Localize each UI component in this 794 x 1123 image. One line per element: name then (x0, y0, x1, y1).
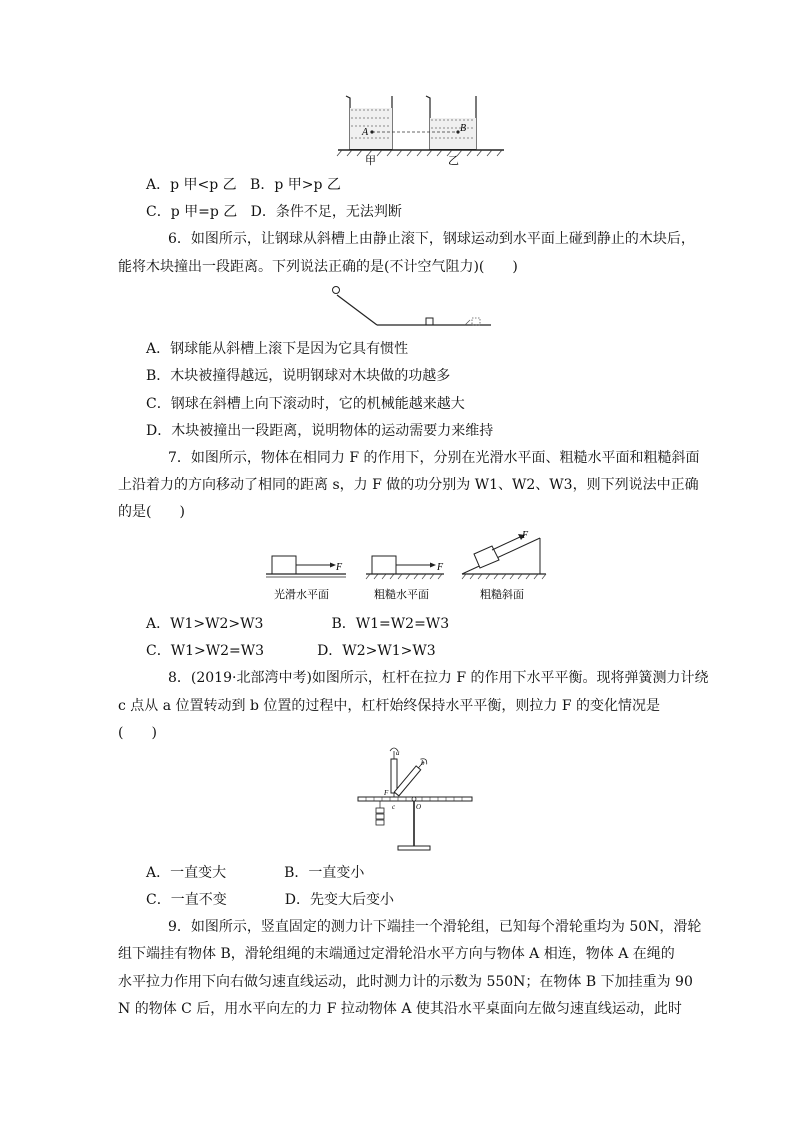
q6-option-c: C．钢球在斜槽上向下滚动时，它的机械能越来越大 (146, 396, 465, 412)
beakers-figure (336, 92, 506, 168)
label-smooth: 光滑水平面 (274, 588, 329, 601)
q7-option-c: C．W1>W2=W3 (146, 643, 265, 659)
q5-options-row2 (146, 203, 402, 221)
lever-label-f: F (384, 789, 389, 797)
q6-stem-line1: 6．如图所示，让钢球从斜槽上由静止滚下，钢球运动到水平面上碰到静止的木块后， (168, 231, 695, 247)
q5-option-a: A．p 甲<p 乙 (146, 177, 237, 193)
label-rough: 粗糙水平面 (374, 588, 429, 601)
q8-stem-line1: 8．(2019·北部湾中考)如图所示，杠杆在拉力 F 的作用下水平平衡。现将弹簧测力计绕 (168, 670, 709, 686)
lever-label-b: b (421, 759, 425, 767)
q5-option-b: B．p 甲>p 乙 (250, 177, 341, 193)
q8-stem-line2: c 点从 a 位置转动到 b 位置的过程中，杠杆始终保持水平平衡，则拉力 F 的变化情况是 (118, 698, 661, 714)
point-b-label: B (460, 123, 467, 134)
force-label-2: F (437, 562, 444, 573)
lever-figure (352, 745, 478, 855)
q7-options-row2 (146, 642, 436, 660)
q6-option-a: A．钢球能从斜槽上滚下是因为它具有惯性 (146, 341, 409, 357)
q5-options-row1 (146, 176, 341, 194)
q7-stem-line1: 7．如图所示，物体在相同力 F 的作用下，分别在光滑水平面、粗糙水平面和粗糙斜面 (168, 450, 700, 466)
lever-label-a: a (396, 749, 400, 757)
lever-label-o: O (416, 803, 422, 811)
label-yi: 乙 (448, 154, 459, 167)
q9-stem-line1: 9．如图所示，竖直固定的测力计下端挂一个滑轮组，已知每个滑轮重均为 50N，滑轮 (168, 919, 702, 935)
q5-option-d: D．条件不足，无法判断 (250, 204, 402, 220)
q6-stem-line2: 能将木块撞出一段距离。下列说法正确的是(不计空气阻力)( ) (118, 259, 518, 275)
force-label-3: F (522, 530, 529, 541)
q7-stem-line2: 上沿着力的方向移动了相同的距离 s，力 F 做的功分别为 W1、W2、W3，则下列说法中正确 (118, 477, 699, 493)
q5-option-c: C．p 甲=p 乙 (146, 204, 238, 220)
q6-option-b: B．木块被撞得越远，说明钢球对木块做的功越多 (146, 368, 451, 384)
q8-options-row1 (146, 864, 364, 882)
q7-options-row1 (146, 615, 449, 633)
force-label-1: F (336, 562, 343, 573)
q8-option-a: A．一直变大 (146, 865, 227, 881)
force-surfaces-figure (262, 530, 552, 604)
point-a-label: A (362, 127, 369, 138)
q8-options-row2 (146, 891, 394, 909)
q9-stem-line2: 组下端挂有物体 B，滑轮组绳的末端通过定滑轮沿水平方向与物体 A 相连，物体 A 在绳的 (118, 946, 675, 962)
lever-label-c: c (392, 803, 396, 811)
q8-stem-line3: ( ) (118, 725, 157, 741)
label-incline: 粗糙斜面 (480, 588, 524, 601)
q7-option-a: A．W1>W2>W3 (146, 616, 264, 632)
q8-option-d: D．先变大后变小 (284, 892, 394, 908)
q6-option-d: D．木块被撞出一段距离，说明物体的运动需要力来维持 (146, 423, 494, 439)
q9-stem-line4: N 的物体 C 后，用水平向左的力 F 拉动物体 A 使其沿水平桌面向左做匀速直线运动，此时 (118, 1001, 682, 1017)
q8-option-c: C．一直不变 (146, 892, 227, 908)
q7-option-d: D．W2>W1>W3 (317, 643, 436, 659)
q8-option-b: B．一直变小 (284, 865, 365, 881)
q7-option-b: B．W1=W2=W3 (331, 616, 450, 632)
label-jia: 甲 (365, 154, 376, 167)
q7-stem-line3: 的是( ) (118, 504, 185, 520)
q9-stem-line3: 水平拉力作用下向右做匀速直线运动，此时测力计的示数为 550N；在物体 B 下加挂重为 90 (118, 974, 693, 990)
ramp-figure (325, 284, 495, 330)
